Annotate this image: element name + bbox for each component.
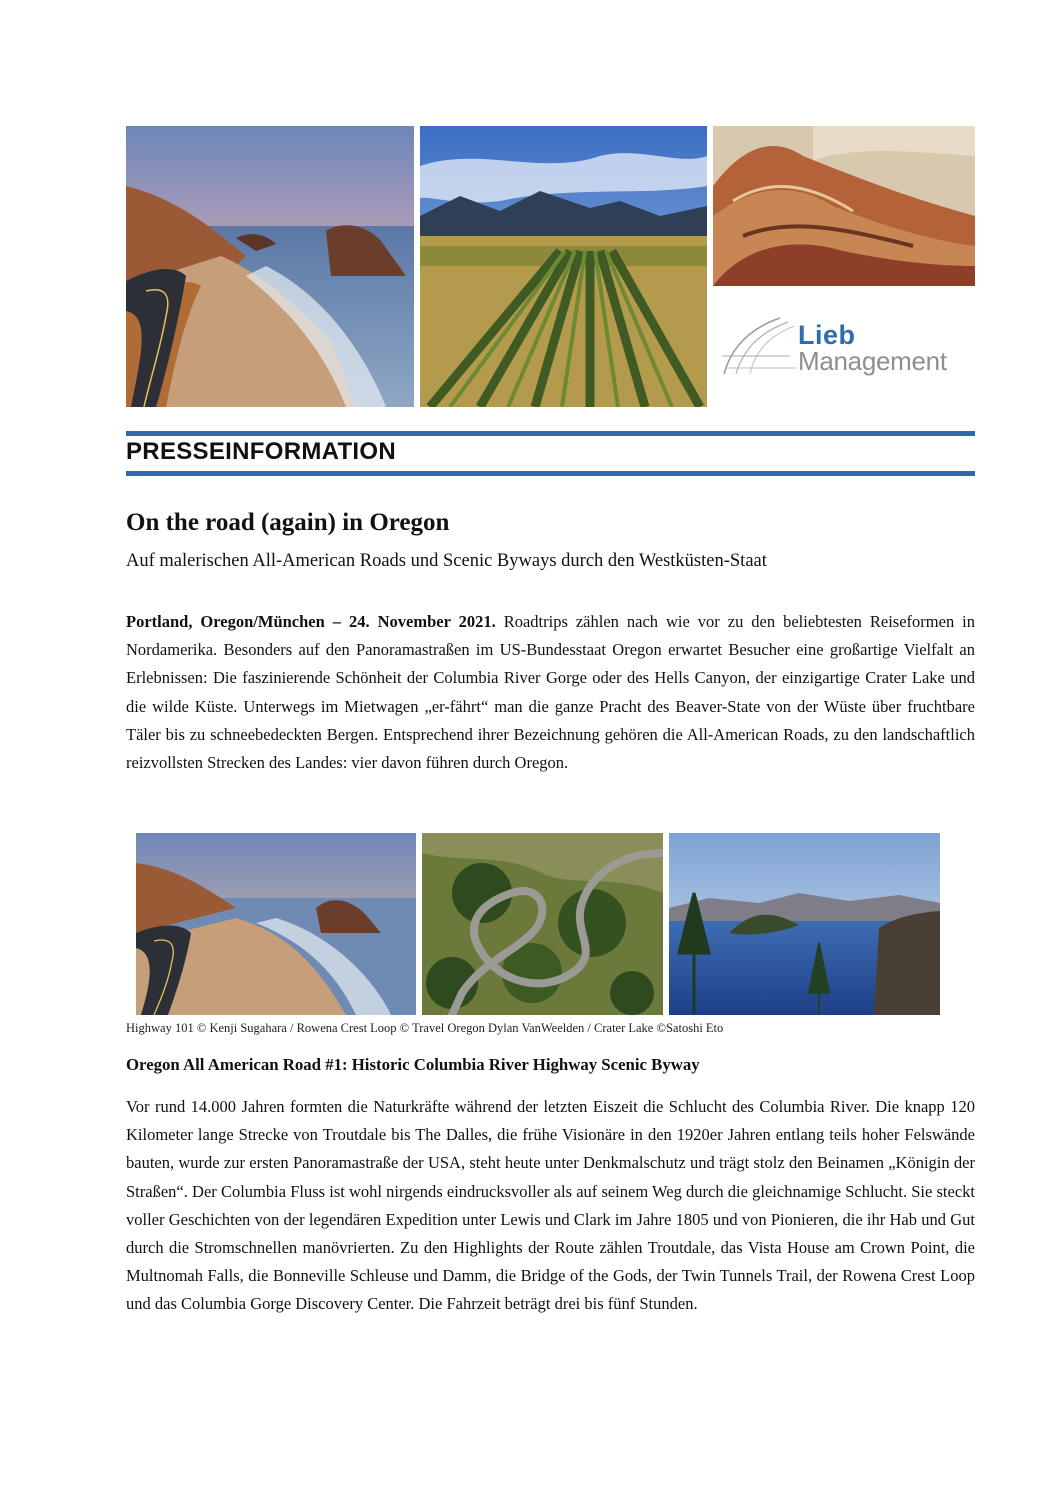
intro-text: Roadtrips zählen nach wie vor zu den beliebtesten Reiseformen in Nordamerika. Besonders auf den Panoramastraßen im US-Bundesstaat Oregon erwartet Besucher eine großartige Vielfalt an Erlebnissen: Die faszinierende Schönheit der Columbia River Gorge oder des Hells Canyon, der einzigartige Crater Lake und die wilde Küste. Unterwegs im Mietwagen „er-fährt“ man die ganze Pracht des Beaver-State von der Wüste über fruchtbare Täler bis zu schneebedeckten Bergen. Entsprechend ihrer Bezeichnung gehören die All-American Roads, zu den landschaftlich reizvollsten Strecken des Landes: vier davon führen durch Oregon. — [126, 612, 975, 773]
section-body: Vor rund 14.000 Jahren formten die Naturkräfte während der letzten Eiszeit die Schlucht des Columbia River. Die knapp 120 Kilometer lange Strecke von Troutdale bis The Dalles, die frühe Visionäre in den 1920er Jahren entlang teils hoher Felswände bauten, wurde zur ersten Panoramastraße der USA, steht heute unter Denkmalschutz und trägt stolz den Beinamen „Königin der Straßen“. Der Columbia Fluss ist wohl nirgends eindrucksvoller als auf seinem Weg durch die gleichnamige Schlucht. Sie steckt voller Geschichten von der legendären Expedition unter Lewis und Clark im Jahre 1805 und von Pionieren, die ihr Hab und Gut durch die Stromschnellen manövrierten. Zu den Highlights der Route zählen Troutdale, das Vista House am Crown Point, die Multnomah Falls, die Bonneville Schleuse und Damm, die Bridge of the Gods, der Twin Tunnels Trail, der Rowena Crest Loop und das Columbia Gorge Discovery Center. Die Fahrzeit beträgt drei bis fünf Stunden. — [126, 1097, 975, 1314]
logo-text-management: Management — [798, 346, 947, 376]
vineyard-photo — [420, 126, 707, 407]
crater-lake-photo — [669, 833, 940, 1015]
section-heading: Oregon All American Road #1: Historic Columbia River Highway Scenic Byway — [126, 1055, 700, 1074]
dateline: Portland, Oregon/München – 24. November 2021. — [126, 612, 504, 631]
lieb-management-logo — [716, 290, 974, 406]
coast-highway-photo — [126, 126, 414, 407]
press-label: PRESSEINFORMATION — [126, 438, 397, 465]
article-title: On the road (again) in Oregon — [126, 509, 450, 536]
painted-hills-photo — [713, 126, 975, 286]
rowena-crest-loop-photo — [422, 833, 663, 1015]
article-subtitle: Auf malerischen All-American Roads und Scenic Byways durch den Westküsten-Staat — [126, 551, 767, 571]
highway-101-photo — [136, 833, 416, 1015]
logo-wing-icon — [720, 312, 800, 378]
logo-text-lieb: Lieb — [798, 320, 856, 350]
photo-caption: Highway 101 © Kenji Sugahara / Rowena Crest Loop © Travel Oregon Dylan VanWeelden / Crater Lake ©Satoshi Eto — [126, 1021, 724, 1035]
top-rule — [126, 431, 975, 436]
bottom-rule — [126, 471, 975, 476]
intro-paragraph — [126, 608, 975, 777]
